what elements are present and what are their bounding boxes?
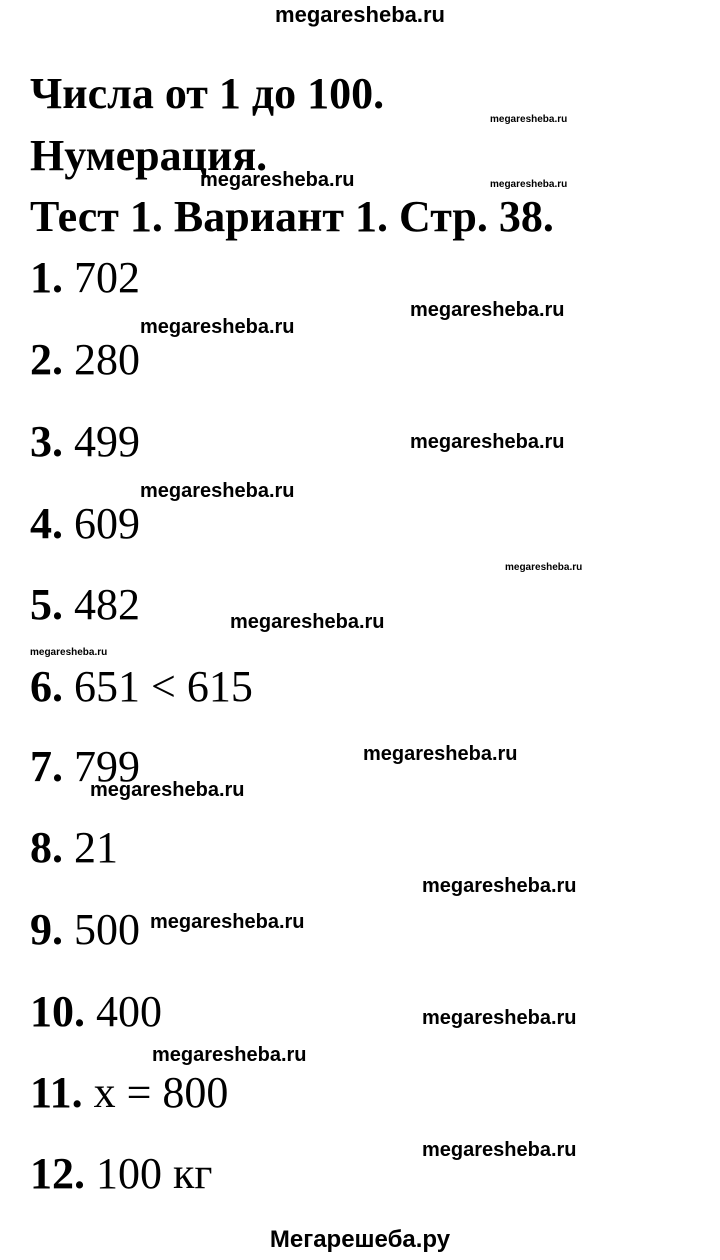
answer-item (30, 1149, 213, 1198)
answer-value: 280 (74, 335, 140, 384)
watermark: megaresheba.ru (200, 169, 355, 191)
answer-number: 6. (30, 662, 63, 711)
watermark: megaresheba.ru (410, 431, 565, 453)
answer-number: 11. (30, 1068, 83, 1117)
answer-item (30, 417, 140, 466)
answer-value: x = 800 (93, 1068, 229, 1117)
title-line-1: Числа от 1 до 100. (30, 69, 385, 118)
answer-number: 5. (30, 580, 63, 629)
watermark: megaresheba.ru (152, 1044, 307, 1066)
answer-number: 8. (30, 823, 63, 872)
watermark: megaresheba.ru (363, 743, 518, 765)
answer-item (30, 905, 140, 954)
answer-value: 499 (74, 417, 140, 466)
answer-number: 12. (30, 1149, 85, 1198)
answer-value: 400 (96, 987, 162, 1036)
answer-value: 482 (74, 580, 140, 629)
answer-number: 4. (30, 499, 63, 548)
answer-item (30, 987, 162, 1036)
watermark: megaresheba.ru (90, 779, 245, 801)
answer-number: 3. (30, 417, 63, 466)
watermark: megaresheba.ru (490, 179, 568, 190)
watermark: megaresheba.ru (150, 911, 305, 933)
answer-value: 500 (74, 905, 140, 954)
watermark: megaresheba.ru (505, 562, 583, 573)
answer-item (30, 499, 140, 548)
site-header-watermark: megaresheba.ru (275, 2, 445, 27)
answer-number: 9. (30, 905, 63, 954)
answer-item (30, 580, 140, 629)
answer-item (30, 253, 140, 302)
answer-item (30, 662, 253, 711)
watermark: megaresheba.ru (410, 299, 565, 321)
title-line-3: Тест 1. Вариант 1. Стр. 38. (30, 192, 554, 241)
answer-value: 100 кг (96, 1149, 213, 1198)
watermark: megaresheba.ru (140, 316, 295, 338)
answer-number: 10. (30, 987, 85, 1036)
answer-value: 799 (74, 742, 140, 791)
answer-value: 651 < 615 (74, 662, 253, 711)
watermark: megaresheba.ru (422, 1007, 577, 1029)
answer-value: 609 (74, 499, 140, 548)
site-footer-watermark: Мегарешеба.ру (269, 1226, 451, 1253)
answer-value: 21 (74, 823, 118, 872)
answer-item (30, 1068, 229, 1117)
answer-number: 7. (30, 742, 63, 791)
answer-number: 2. (30, 335, 63, 384)
answer-value: 702 (74, 253, 140, 302)
watermark: megaresheba.ru (140, 480, 295, 502)
watermark: megaresheba.ru (30, 647, 108, 658)
title-line-2: Нумерация. (30, 131, 268, 180)
watermark: megaresheba.ru (230, 611, 385, 633)
answer-item (30, 823, 118, 872)
watermark: megaresheba.ru (490, 114, 568, 125)
watermark: megaresheba.ru (422, 1139, 577, 1161)
answer-item (30, 335, 140, 384)
watermark: megaresheba.ru (422, 875, 577, 897)
answer-number: 1. (30, 253, 63, 302)
